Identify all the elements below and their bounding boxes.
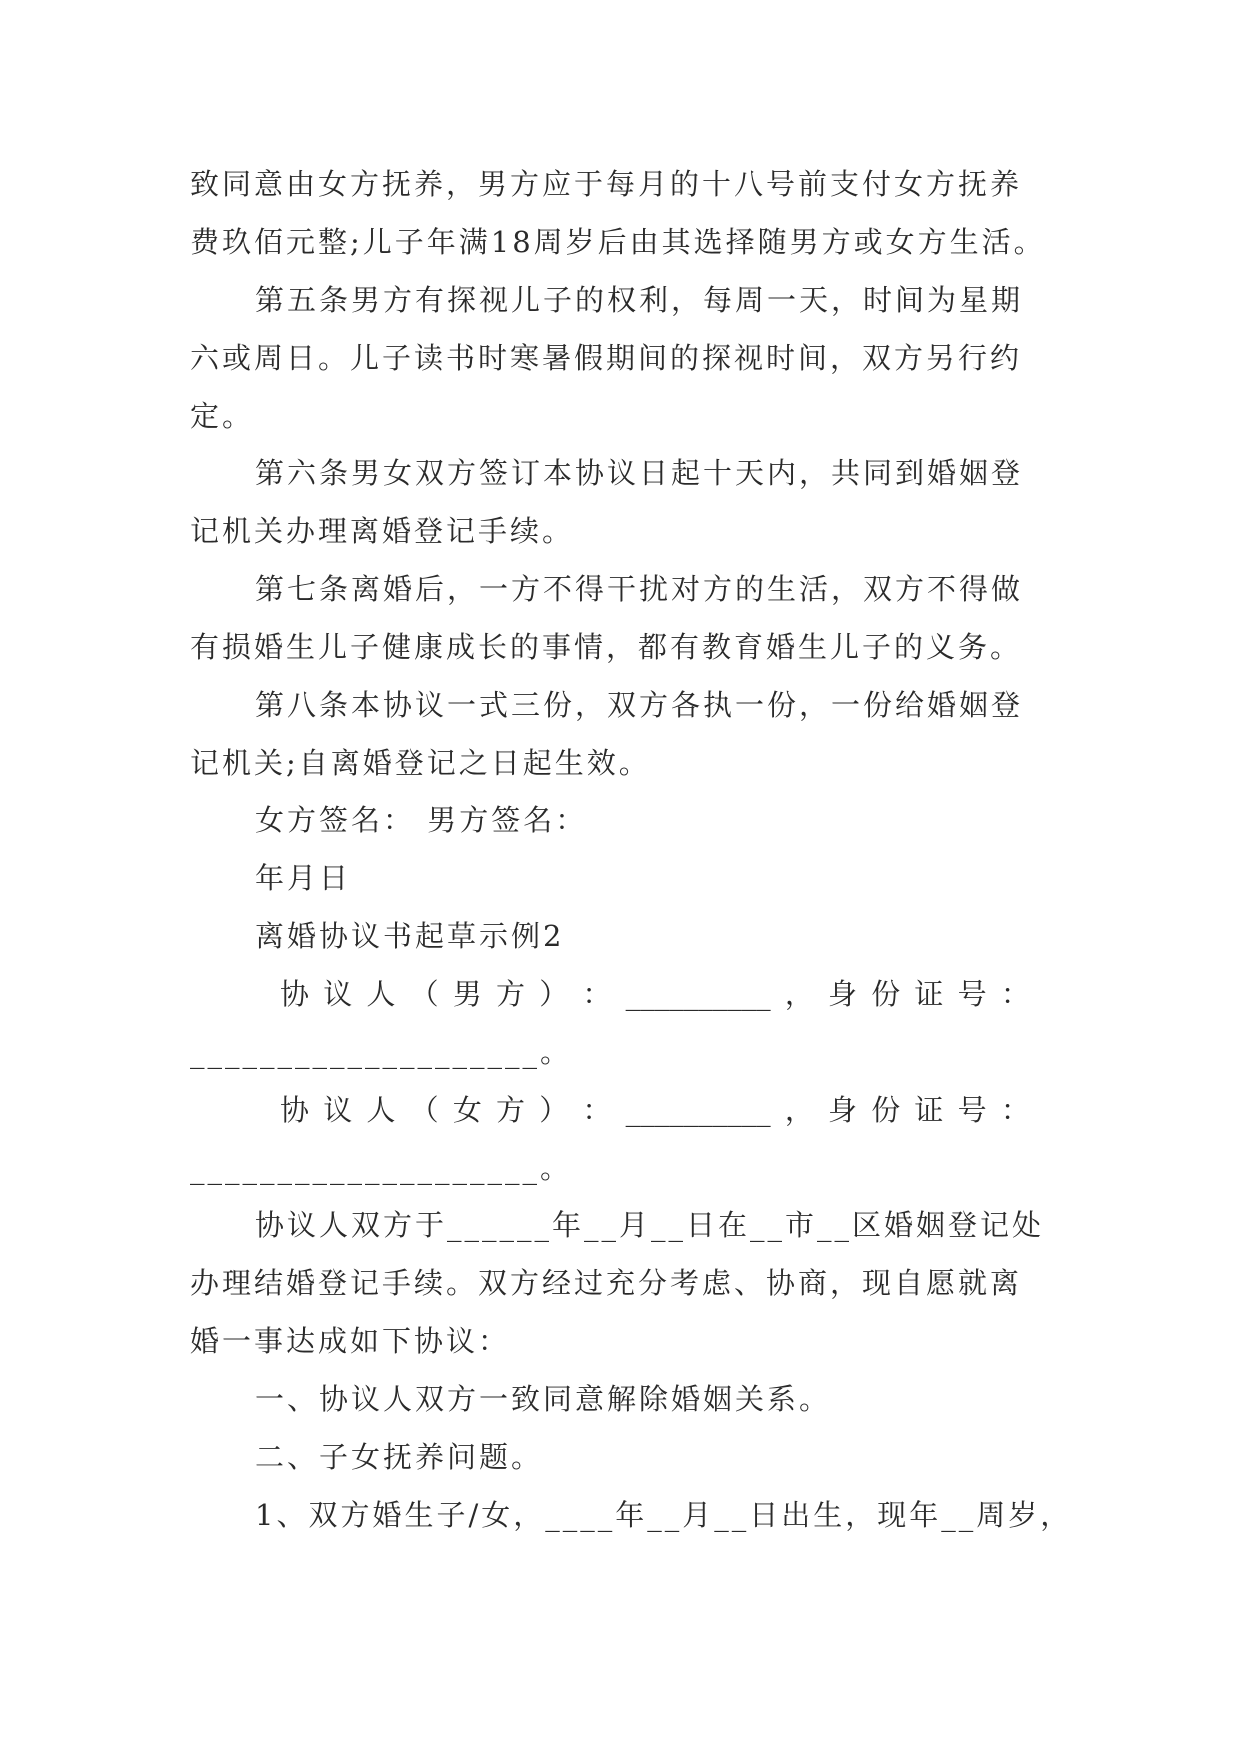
party-token: ） — [539, 1093, 569, 1127]
party-token: 议 — [323, 1093, 353, 1127]
party-token: 女 — [452, 1093, 482, 1127]
party-token: （ — [409, 977, 439, 1011]
party-token: __________ — [625, 977, 771, 1011]
party-token: 身 — [828, 1093, 858, 1127]
party-token: 人 — [366, 977, 396, 1011]
party-token: __________ — [625, 1093, 771, 1127]
clause-2-1: 1、双方婚生子/女，____年__月__日出生，现年__周岁， — [255, 1498, 1073, 1532]
date-line: 年月日 — [255, 861, 352, 895]
party-token: ： — [582, 1093, 612, 1127]
party-token: 身 — [828, 977, 858, 1011]
party-token: 协 — [280, 1093, 310, 1127]
id-blank-female: ____________________。 — [190, 1151, 573, 1185]
party-token: 份 — [871, 1093, 901, 1127]
party-token: 方 — [496, 977, 526, 1011]
party-token: ， — [784, 1093, 814, 1127]
party-token: ： — [582, 977, 612, 1011]
party-token: ） — [539, 977, 569, 1011]
text-line: 费玖佰元整;儿子年满18周岁后由其选择随男方或女方生活。 — [190, 225, 1046, 259]
signature-line: 女方签名： 男方签名： — [255, 803, 588, 837]
text-line: 婚一事达成如下协议： — [190, 1324, 511, 1358]
text-line: 有损婚生儿子健康成长的事情，都有教育婚生儿子的义务。 — [190, 630, 1023, 664]
text-line: 定。 — [190, 399, 255, 433]
registration-line: 协议人双方于______年__月__日在__市__区婚姻登记处 — [255, 1208, 1045, 1242]
article-5: 第五条男方有探视儿子的权利，每周一天，时间为星期 — [255, 283, 1024, 317]
text-line: 记机关;自离婚登记之日起生效。 — [190, 746, 651, 780]
text-line: 办理结婚登记手续。双方经过充分考虑、协商，现自愿就离 — [190, 1266, 1023, 1300]
party-token: 号 — [957, 1093, 987, 1127]
clause-2: 二、子女抚养问题。 — [255, 1440, 544, 1474]
party-token: （ — [409, 1093, 439, 1127]
clause-1: 一、协议人双方一致同意解除婚姻关系。 — [255, 1382, 832, 1416]
party-female-line — [280, 1090, 1030, 1130]
party-token: ： — [1000, 1093, 1030, 1127]
party-male-line — [280, 974, 1030, 1014]
text-line: 致同意由女方抚养，男方应于每月的十八号前支付女方抚养 — [190, 167, 1023, 201]
party-token: 议 — [323, 977, 353, 1011]
article-7: 第七条离婚后，一方不得干扰对方的生活，双方不得做 — [255, 572, 1024, 606]
text-line: 六或周日。儿子读书时寒暑假期间的探视时间，双方另行约 — [190, 341, 1023, 375]
text-line: 记机关办理离婚登记手续。 — [190, 514, 575, 548]
party-token: 份 — [871, 977, 901, 1011]
party-token: 方 — [496, 1093, 526, 1127]
party-token: 号 — [957, 977, 987, 1011]
party-token: ， — [784, 977, 814, 1011]
party-token: 人 — [366, 1093, 396, 1127]
party-token: 证 — [914, 977, 944, 1011]
party-token: 协 — [280, 977, 310, 1011]
party-token: 男 — [452, 977, 482, 1011]
party-token: ： — [1000, 977, 1030, 1011]
article-6: 第六条男女双方签订本协议日起十天内，共同到婚姻登 — [255, 456, 1024, 490]
section-title: 离婚协议书起草示例2 — [255, 919, 565, 953]
party-token: 证 — [914, 1093, 944, 1127]
id-blank-male: ____________________。 — [190, 1035, 573, 1069]
article-8: 第八条本协议一式三份，双方各执一份，一份给婚姻登 — [255, 688, 1024, 722]
